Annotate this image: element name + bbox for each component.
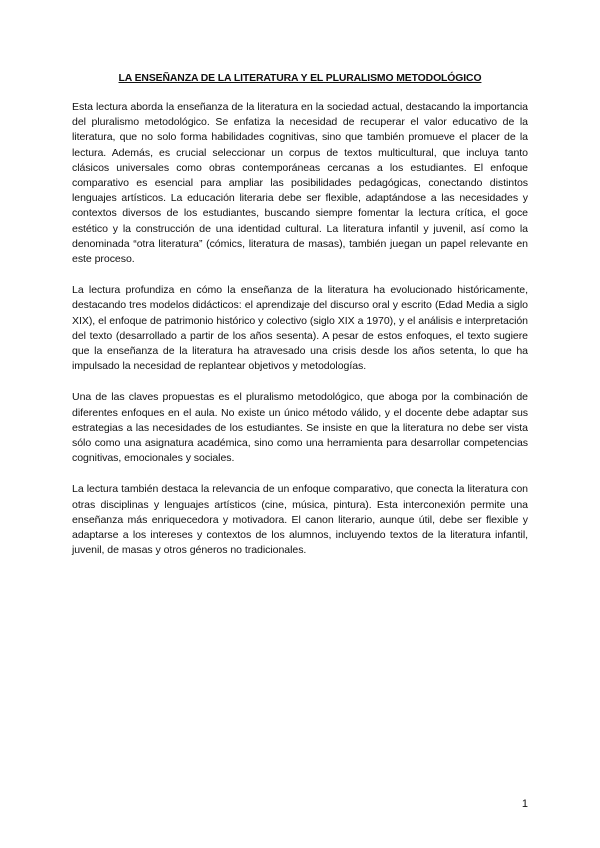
paragraph-1: Esta lectura aborda la enseñanza de la literatura en la sociedad actual, destacando la importancia del pluralismo metodológico. Se enfatiza la necesidad de recuperar el valor educativo de la literatura, que no solo forma habilidades cognitivas, sino que también promueve el placer de la lectura. Además, es crucial seleccionar un corpus de textos multicultural, que incluya tanto clásicos universales como obras contemporáneas cercanas a los estudiantes. El enfoque comparativo es esencial para ampliar las posibilidades pedagógicas, conectando distintos lenguajes artísticos. La educación literaria debe ser flexible, adaptándose a las necesidades y contextos diversos de los estudiantes, buscando siempre fomentar la lectura crítica, el goce estético y la construcción de una identidad cultural. La literatura infantil y juvenil, así como la denominada “otra literatura” (cómics, literatura de masas), también juegan un papel relevante en este proceso. (72, 101, 528, 266)
document-body (72, 100, 528, 574)
page-number: 1 (521, 798, 528, 810)
paragraph-2: La lectura profundiza en cómo la enseñanza de la literatura ha evolucionado históricamente, destacando tres modelos didácticos: el aprendizaje del discurso oral y escrito (Edad Media a siglo XIX), el enfoque de patrimonio histórico y colectivo (siglo XIX a 1970), y el análisis e interpretación del texto (desarrollado a partir de los años sesenta). A pesar de estos enfoques, el texto sugiere que la enseñanza de la literatura ha atravesado una crisis desde los años setenta, lo que ha impulsado la necesidad de replantear objetivos y metodologías. (72, 284, 528, 373)
document-title: LA ENSEÑANZA DE LA LITERATURA Y EL PLURALISMO METODOLÓGICO (118, 73, 482, 84)
paragraph-3: Una de las claves propuestas es el pluralismo metodológico, que aboga por la combinación de diferentes enfoques en el aula. No existe un único método válido, y el docente debe adaptar sus estrategias a las necesidades de los estudiantes. Se insiste en que la literatura no debe ser vista sólo como una asignatura académica, sino como una herramienta para desarrollar competencias cognitivas, emocionales y sociales. (72, 391, 528, 465)
paragraph-4: La lectura también destaca la relevancia de un enfoque comparativo, que conecta la literatura con otras disciplinas y lenguajes artísticos (cine, música, pintura). Esta interconexión permite una enseñanza más enriquecedora y motivadora. El canon literario, aunque útil, debe ser flexible y adaptarse a los intereses y contextos de los alumnos, incluyendo textos de la literatura infantil, juvenil, de masas y otros géneros no tradicionales. (72, 483, 528, 557)
